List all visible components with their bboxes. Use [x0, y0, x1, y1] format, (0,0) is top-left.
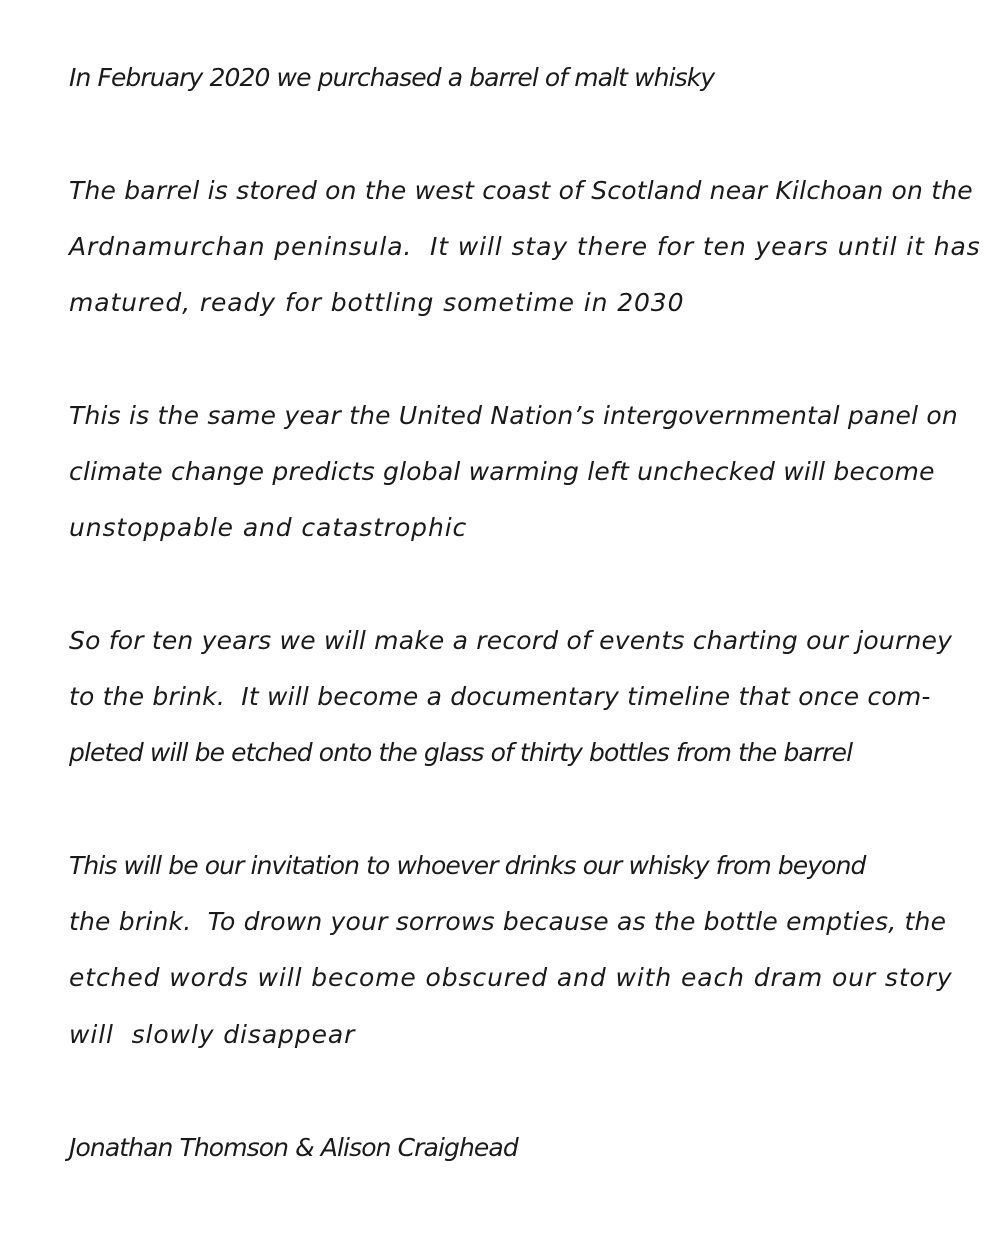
signature: Jonathan Thomson & Alison Craighead	[69, 1133, 518, 1162]
paragraph-5-line-1: This will be our invitation to whoever drinks our whisky from beyond	[69, 851, 866, 880]
paragraph-5-line-3: etched words will become obscured and with each dram our story	[69, 963, 953, 992]
paragraph-4-line-1: So for ten years we will make a record of events charting our journey	[69, 626, 953, 655]
paragraph-1-line-1: In February 2020 we purchased a barrel of malt whisky	[69, 63, 715, 92]
paragraph-3-line-3: unstoppable and catastrophic	[69, 513, 468, 542]
paragraph-2-line-3: matured, ready for bottling sometime in 2030	[69, 288, 685, 317]
paragraph-5-line-2: the brink. To drown your sorrows because as the bottle empties, the	[69, 907, 947, 936]
paragraph-4-line-2: to the brink. It will become a documentary timeline that once com-	[69, 682, 931, 711]
paragraph-4-line-3: pleted will be etched onto the glass of thirty bottles from the barrel	[69, 738, 853, 767]
paragraph-2-line-1: The barrel is stored on the west coast of Scotland near Kilchoan on the	[69, 176, 973, 205]
paragraph-3-line-2: climate change predicts global warming left unchecked will become	[69, 457, 935, 486]
paragraph-5-line-4: will slowly disappear	[69, 1020, 356, 1049]
paragraph-2-line-2: Ardnamurchan peninsula. It will stay there for ten years until it has	[69, 232, 981, 261]
paragraph-3-line-1: This is the same year the United Nation’s intergovernmental panel on	[69, 401, 958, 430]
